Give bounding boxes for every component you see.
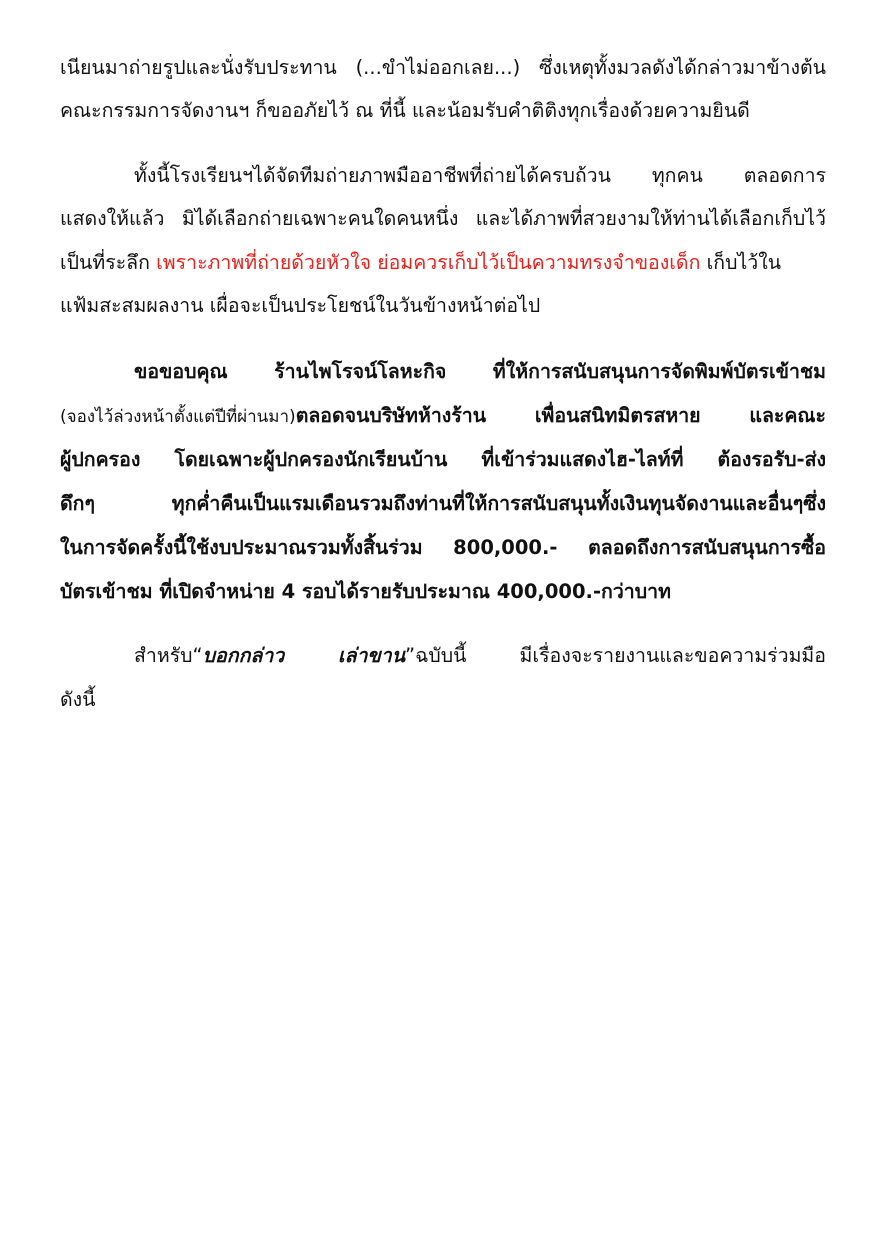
para3-line6: บัตรเข้าชม ที่เปิดจำหน่าย 4 รอบได้รายรับประมาณ 400,000.-กว่าบาท [60, 580, 671, 603]
para4-line1-start: สำหรับ“ [134, 644, 203, 667]
para4-line1 [134, 641, 826, 671]
para3-line5: ในการจัดครั้งนี้ใช้งบประมาณรวมทั้งสิ้นร่วม 800,000.- ตลอดถึงการสนับสนุนการซื้อ [60, 536, 826, 559]
para3-line1: ขอขอบคุณ ร้านไพโรจน์โลหะกิจ ที่ให้การสนับสนุนการจัดพิมพ์บัตรเข้าชม [134, 360, 826, 383]
para2-line4: แฟ้มสะสมผลงาน เผื่อจะเป็นประโยชน์ในวันข้างหน้าต่อไป [60, 294, 541, 317]
highlighted-quote: เพราะภาพที่ถ่ายด้วยหัวใจ ย่อมควรเก็บไว้เป็นความทรงจำของเด็ก [156, 251, 701, 274]
para2-line2: แสดงให้แล้ว มิได้เลือกถ่ายเฉพาะคนใดคนหนึ่ง และได้ภาพที่สวยงามให้ท่านได้เลือกเก็บไว้ [60, 207, 826, 230]
para3-line3: ผู้ปกครอง โดยเฉพาะผู้ปกครองนักเรียนบ้าน ที่เข้าร่วมแสดงไฮ-ไลท์ที่ ต้องรอรับ-ส่ง [60, 448, 826, 471]
para2-line1: ทั้งนี้โรงเรียนฯได้จัดทีมถ่ายภาพมืออาชีพที่ถ่ายได้ครบถ้วน ทุกคน ตลอดการ [134, 164, 826, 187]
newsletter-title: บอกกล่าว เล่าขาน [202, 644, 406, 667]
para4-line2: ดังนี้ [60, 688, 96, 711]
para3-line2-note: (จองไว้ล่วงหน้าตั้งแต่ปีที่ผ่านมา) [60, 407, 296, 427]
para2-line3-start: เป็นที่ระลึก [60, 251, 157, 274]
para1-line2: คณะกรรมการจัดงานฯ ก็ขออภัยไว้ ณ ที่นี้ และน้อมรับคำติติงทุกเรื่องด้วยความยินดี [60, 99, 750, 122]
para2-line3 [60, 248, 826, 278]
para4-line1-end: ”ฉบับนี้ มีเรื่องจะรายงานและขอความร่วมมือ [405, 644, 826, 667]
para1-line1: เนียนมาถ่ายรูปและนั่งรับประทาน (...ขำไม่ออกเลย...) ซึ่งเหตุทั้งมวลดังได้กล่าวมาข้างต้น [60, 56, 826, 79]
para2-line3-end: เก็บไว้ใน [700, 251, 782, 274]
para3-line4: ดึกๆ ทุกค่ำคืนเป็นแรมเดือนรวมถึงท่านที่ให้การสนับสนุนทั้งเงินทุนจัดงานและอื่นๆซึ่ง [60, 492, 826, 515]
para3-line2-text: ตลอดจนบริษัทห้างร้าน เพื่อนสนิทมิตรสหาย และคณะ [295, 404, 826, 427]
para3-line2 [60, 401, 826, 431]
